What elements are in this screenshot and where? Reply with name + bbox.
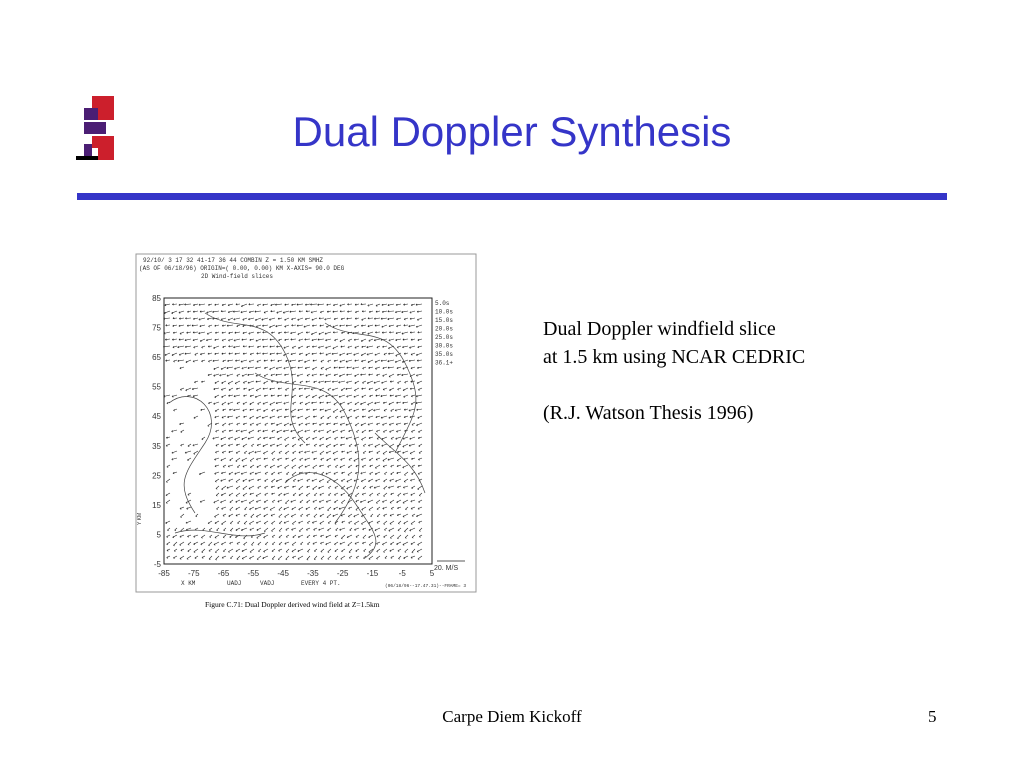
figure-header-3: 2D Wind-field slices bbox=[201, 273, 274, 280]
y-tick-label: -5 bbox=[153, 560, 161, 569]
bottom-label-uadj: UADJ bbox=[227, 580, 242, 587]
y-tick-label: 25 bbox=[152, 471, 161, 481]
y-tick-label: 85 bbox=[152, 294, 161, 303]
contour-legend-item: 36.1+ bbox=[435, 359, 454, 367]
contour-legend-item: 30.0s bbox=[435, 342, 454, 350]
y-tick-label: 45 bbox=[152, 412, 161, 422]
bottom-stamp: (06/18/96--17.47.31)--FRAME= 3 bbox=[385, 584, 467, 589]
y-tick-label: 15 bbox=[152, 500, 161, 510]
figure-header-2: (AS OF 06/18/96) ORIGIN=( 0.00, 0.00) KM X-AXIS= 90.0 DEG bbox=[139, 265, 345, 272]
description-line-2: at 1.5 km using NCAR CEDRIC bbox=[543, 346, 806, 368]
y-tick-label: 65 bbox=[152, 353, 161, 363]
y-axis-label: Y KM bbox=[137, 512, 143, 525]
figure-header-1: 92/10/ 3 17 32 41-17 36 44 COMBIN Z = 1.50 KM SMHZ bbox=[143, 257, 324, 264]
x-tick-label: -85 bbox=[158, 569, 170, 578]
y-tick-label: 55 bbox=[152, 382, 161, 392]
title-rule bbox=[77, 193, 947, 200]
slide-title: Dual Doppler Synthesis bbox=[292, 108, 732, 155]
y-tick-label: 5 bbox=[156, 530, 161, 540]
bottom-label-every: EVERY 4 PT. bbox=[301, 580, 341, 587]
x-tick-label: -55 bbox=[247, 569, 260, 578]
description-line-1: Dual Doppler windfield slice bbox=[543, 318, 776, 340]
logo-block bbox=[76, 156, 98, 160]
x-tick-label: -75 bbox=[187, 569, 200, 578]
figure-caption: Figure C.71: Dual Doppler derived wind field at Z=1.5km bbox=[205, 600, 380, 609]
y-tick-label: 75 bbox=[152, 323, 161, 333]
contour-legend-item: 20.0s bbox=[435, 325, 454, 333]
page-number: 5 bbox=[928, 707, 937, 726]
contour-legend-item: 15.0s bbox=[435, 317, 454, 324]
contour-legend-item: 10.0s bbox=[435, 308, 454, 316]
contour-legend-item: 5.0s bbox=[435, 300, 450, 307]
x-tick-label: -5 bbox=[398, 569, 406, 578]
wind-field-figure bbox=[135, 253, 479, 613]
reference-vector-label: 20. M/S bbox=[434, 565, 459, 572]
contour-legend-item: 35.0s bbox=[435, 351, 454, 358]
bottom-label-xkm: X KM bbox=[181, 580, 196, 587]
x-tick-label: -65 bbox=[217, 569, 230, 578]
description-block bbox=[543, 315, 805, 427]
contour-legend-item: 25.0s bbox=[435, 334, 454, 341]
x-tick-label: -15 bbox=[366, 569, 379, 578]
y-tick-label: 35 bbox=[152, 441, 161, 451]
bottom-label-vadj: VADJ bbox=[260, 580, 275, 587]
footer-title: Carpe Diem Kickoff bbox=[442, 707, 582, 726]
logo-block bbox=[92, 96, 114, 108]
x-tick-label: -45 bbox=[277, 569, 289, 578]
x-tick-label: -25 bbox=[336, 569, 349, 578]
x-tick-label: -35 bbox=[307, 569, 319, 578]
citation: (R.J. Watson Thesis 1996) bbox=[543, 402, 754, 424]
x-tick-label: 5 bbox=[429, 569, 435, 578]
